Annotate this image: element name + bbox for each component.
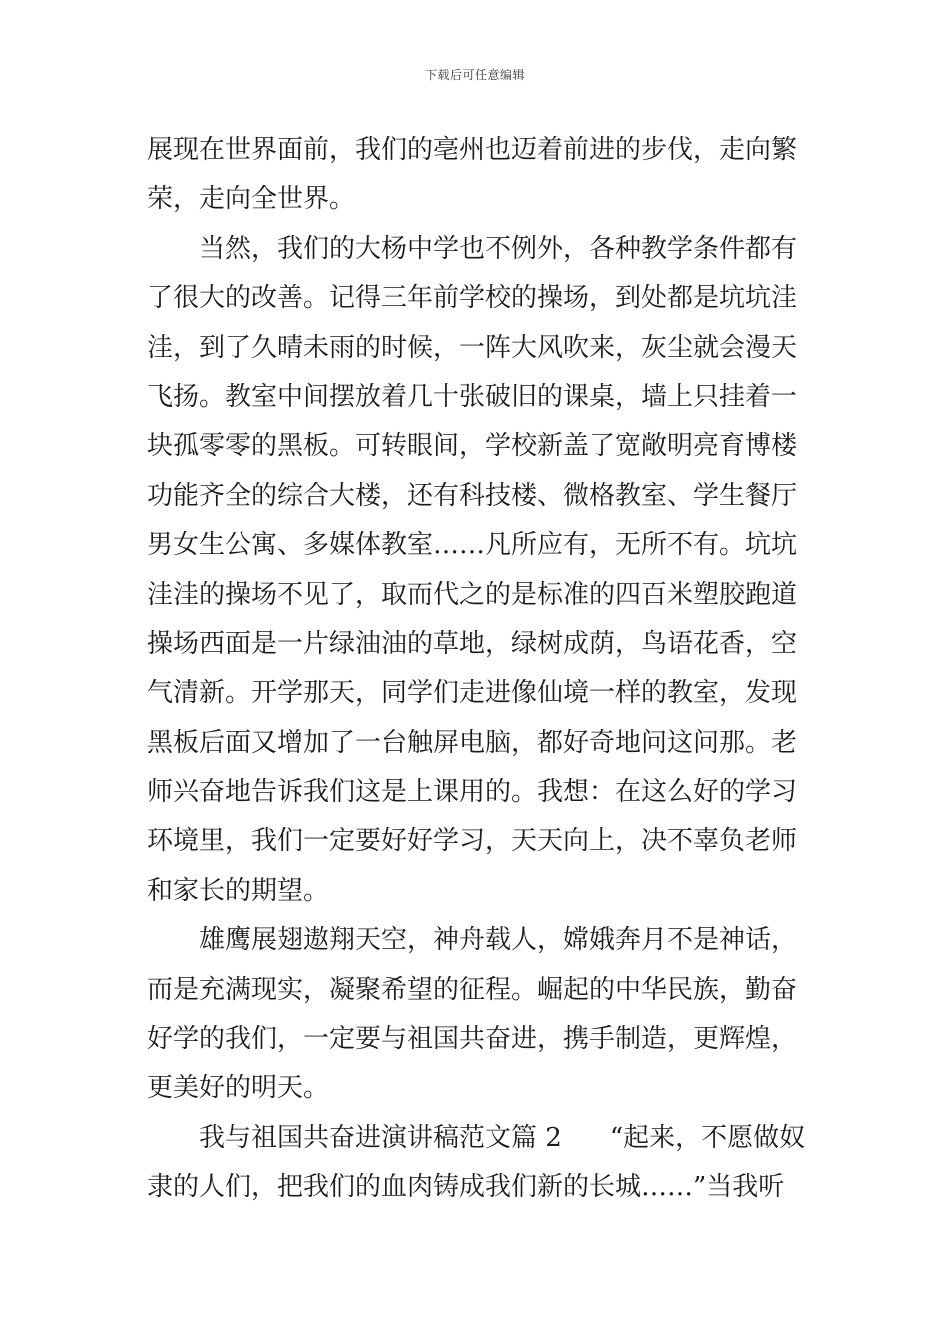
text-line: 洼洼的操场不见了，取而代之的是标准的四百米塑胶跑道 [147, 579, 798, 610]
section-title-line [147, 1114, 809, 1163]
text-line: 荣，走向全世界。 [147, 184, 356, 215]
text-line: 而是充满现实，凝聚希望的征程。崛起的中华民族，勤奋 [147, 974, 798, 1005]
text-line: 和家长的期望。 [147, 875, 330, 906]
page-header: 下载后可任意编辑 [424, 68, 525, 82]
section-title: 我与祖国共奋进演讲稿范文篇 2 [147, 1122, 562, 1153]
text-line: 块孤零零的黑板。可转眼间，学校新盖了宽敞明亮育博楼 [147, 431, 798, 462]
text-line: 好学的我们，一定要与祖国共奋进，携手制造，更辉煌， [147, 1024, 798, 1055]
text-line: 黑板后面又增加了一台触屏电脑，都好奇地问这问那。老 [147, 727, 798, 758]
text-line: 男女生公寓、多媒体教室……凡所应有，无所不有。坑坑 [147, 530, 798, 561]
text-line: 雄鹰展翅遨翔天空，神舟载人，嫦娥奔月不是神话， [147, 925, 798, 956]
text-line: 了很大的改善。记得三年前学校的操场，到处都是坑坑洼 [147, 283, 798, 314]
section-opening-text: “起来，不愿做奴 [609, 1122, 806, 1153]
document-body [147, 126, 809, 1213]
text-line: 展现在世界面前，我们的亳州也迈着前进的步伐，走向繁 [147, 135, 798, 165]
text-line: 隶的人们，把我们的血肉铸成我们新的长城……”当我听 [147, 1172, 785, 1203]
text-line: 飞扬。教室中间摆放着几十张破旧的课桌，墙上只挂着一 [147, 381, 798, 412]
text-line: 师兴奋地告诉我们这是上课用的。我想：在这么好的学习 [147, 777, 798, 808]
text-line: 操场西面是一片绿油油的草地，绿树成荫，鸟语花香，空 [147, 628, 798, 659]
text-line: 环境里，我们一定要好好学习，天天向上，决不辜负老师 [147, 826, 798, 857]
text-line: 气清新。开学那天，同学们走进像仙境一样的教室，发现 [147, 678, 798, 709]
text-line: 更美好的明天。 [147, 1073, 330, 1104]
text-line: 洼，到了久晴未雨的时候，一阵大风吹来，灰尘就会漫天 [147, 332, 798, 363]
text-line: 功能齐全的综合大楼，还有科技楼、微格教室、学生餐厅 [147, 480, 798, 511]
text-line: 当然，我们的大杨中学也不例外，各种教学条件都有 [147, 233, 798, 264]
